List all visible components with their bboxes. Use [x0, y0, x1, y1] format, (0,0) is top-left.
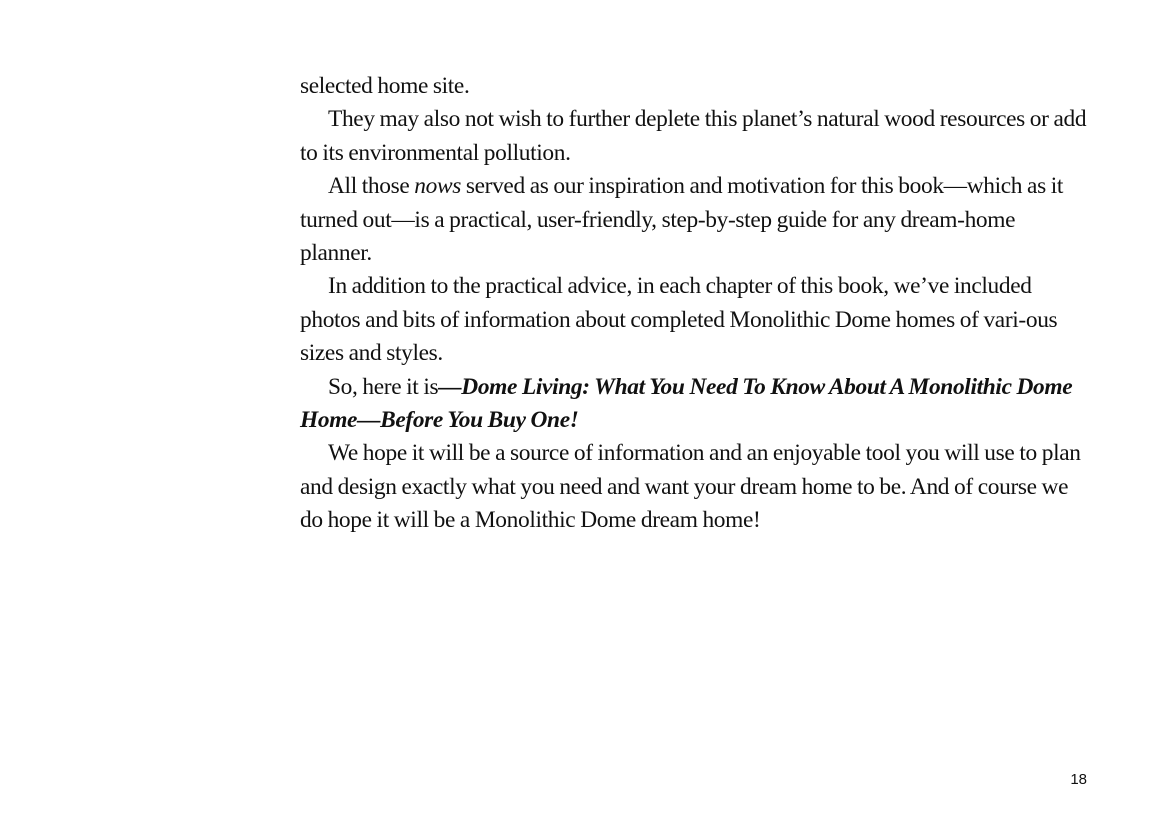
paragraph-continued [300, 70, 1090, 103]
paragraph-book-title [300, 371, 1090, 438]
paragraph-text: They may also not wish to further deplete this planet’s natural wood resources or add to its environmental pollution. [300, 106, 1087, 166]
italic-emphasis: nows [414, 173, 461, 200]
book-title: —Dome Living: What You Need To Know About A Monolithic Dome Home—Before You Buy One! [300, 373, 1073, 434]
paragraph-text: All those [328, 173, 415, 200]
body-text [300, 70, 1090, 538]
paragraph-text: We hope it will be a source of information and an enjoyable tool you will use to plan and design exactly what you need and want your dream home to be. And of course we do hope it will be a Monolithic Dome dream home! [300, 440, 1081, 534]
paragraph-wood-resources [300, 103, 1090, 170]
paragraph-text: served as our inspiration and motivation for this book—which as it turned out—is a practical, user-friendly, step-by-step guide for any dream-home planner. [300, 173, 1064, 267]
paragraph-text: So, here it is [328, 373, 439, 400]
paragraph-text: In addition to the practical advice, in each chapter of this book, we’ve included photos and bits of information about completed Monolithic Dome homes of vari-ous sizes and styles. [300, 273, 1058, 367]
paragraph-inspiration [300, 170, 1090, 270]
paragraph-practical-advice [300, 270, 1090, 370]
paragraph-text: selected home site. [300, 73, 470, 99]
page-number: 18 [1070, 771, 1087, 788]
paragraph-closing [300, 437, 1090, 537]
